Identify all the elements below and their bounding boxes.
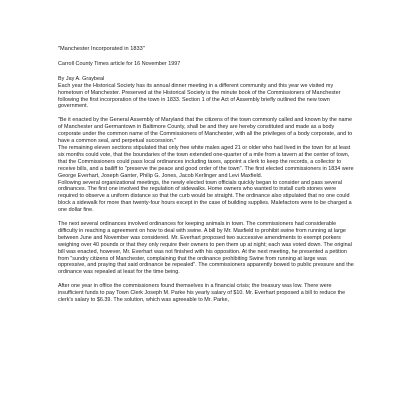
paragraph-sidewalks: Following several organizational meetings, the newly elected town officials quickly began to consider and pass several ordinances. The first one involved the regulation of sidewalks. Home owners who wanted to install curb stones were required to observe a uniform distance so that the curb would be straight. The ordinance also stipulated that no one could block a sidewalk for more than twenty-four hours except in the case of building supplies. Malefactors were to be charged a one dollar fine.: [58, 179, 352, 214]
article-source: Carroll County Times article for 16 November 1997: [58, 60, 181, 67]
article-body: [58, 46, 355, 304]
paragraph-intro: Each year the Historical Society has its annual dinner meeting in a different community and this year we visited my hometown of Manchester. Preserved at the Historical Society is the minute book of the Commissioners of Manchester following the first incorporation of the town in 1833. Section 1 of the Act of Assembly briefly outlined the new town government.: [58, 82, 341, 110]
paragraph-sections: The remaining eleven sections stipulated that only free white males aged 21 or older who had lived in the town for at least six months could vote, that the boundaries of the town extended one-quarter of a mile from a tavern at the center of town, that the Commissioners could pass local ordinances including taxes, appoint a clerk to keep the records, a collector to receive bills, and a bailiff to "preserve the peace and good order of the town". The first elected commissioners in 1834 were George Everhart, Joseph Ganter, Philip G. Jones, Jacob Kerlinger and Levi Maxfield.: [58, 144, 354, 179]
paragraph-finances: After one year in office the commissioners found themselves in a financial crisis; the treasury was low. There were insufficient funds to pay Town Clerk Joseph M. Parke his yearly salary of $10. Mr. Everhart proposed a bill to reduce the clerk's salary to $6.39. The solution, which was agreeable to Mr. Parke,: [58, 283, 346, 304]
paragraph-act-quote: "Be it enacted by the General Assembly of Maryland that the citizens of the town commonly called and known by the name of Manchester and Germantown in Baltimore County, shall be and they are hereby constituted and made as a body corporate under the common name of the Commissioners of Manchester, with all the privileges of a body corporate, and to have a common seal, and perpetual succession.": [58, 117, 353, 145]
paragraph-swine: The next several ordinances involved ordinances for keeping animals in town. The commissioners had considerable difficulty in reaching a agreement on how to deal with swine. A bill by Mr. Maxfield to prohibit swine from running at large between June and November was considered. Mr. Everhart proposed two successive amendments to exempt porkers weighing over 40 pounds or that they only require their owners to pen them up at night; each was voted down. The original bill was enacted, however, Mr. Everhart was not finished with his opposition. At the next meeting, he presented a petition from "sundry citizens of Manchester, complaining that the ordinance prohibiting Swine from running at large was oppressive, and praying that said ordinance be repealed". The commissioners apparently bowed to public pressure and the ordinance was repealed at least for the time being.: [58, 221, 354, 276]
article-title: "Manchester Incorporated in 1833": [58, 46, 145, 52]
article-byline: By Jay A. Graybeal: [58, 75, 105, 82]
